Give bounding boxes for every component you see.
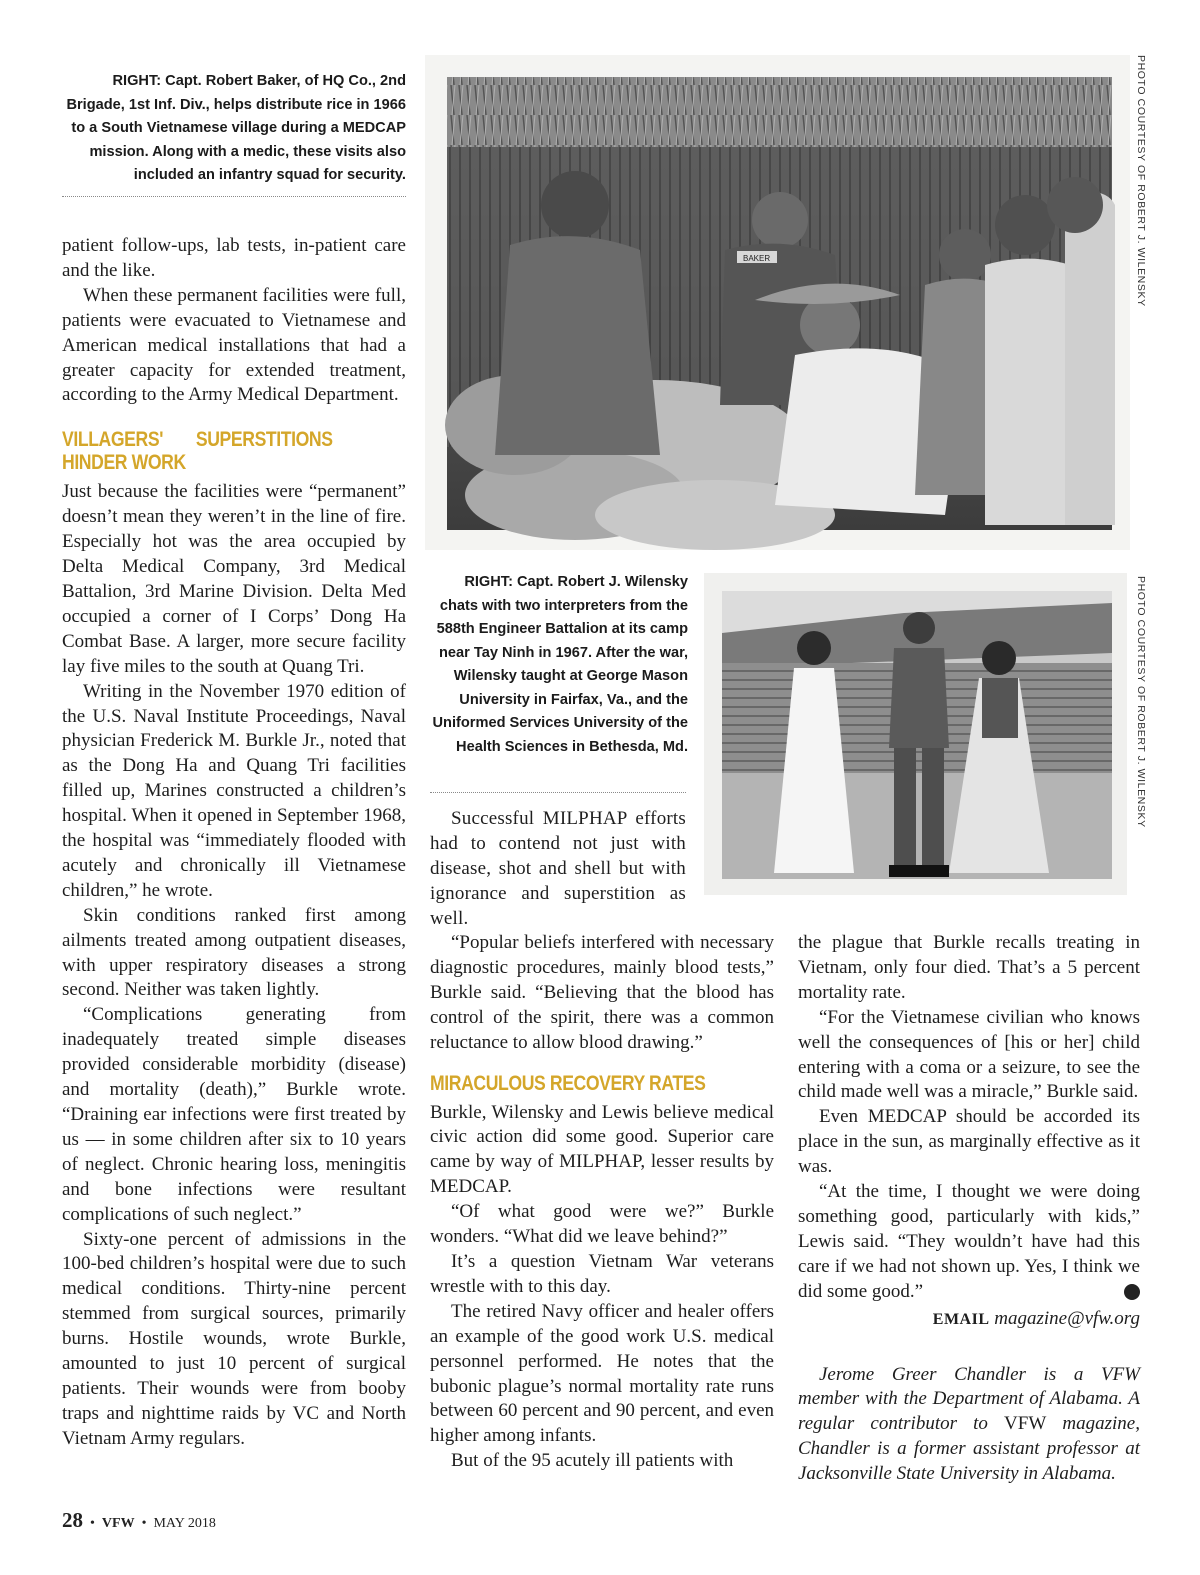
email-link[interactable]: magazine@vfw.org bbox=[994, 1307, 1140, 1329]
paragraph: Just because the facilities were “permanent” doesn’t mean they weren’t in the line of fire. Especially hot was the area occupied by Delta Medical Company, 3rd Medical Battalion, 3rd Marine Division. Delta Med occupied a corner of I Corps’ Dong Ha Combat Base. A larger, more secure facility lay five miles to the south at Quang Tri. bbox=[62, 481, 406, 677]
end-mark-icon: ✪ bbox=[1124, 1284, 1140, 1300]
paragraph: patient follow-ups, lab tests, in-patient care and the like. bbox=[62, 235, 406, 281]
paragraph: Writing in the November 1970 edition of the U.S. Naval Institute Proceedings, Naval physician Frederick M. Burkle Jr., noted that as the Dong Ha and Quang Tri facilities filled up, Marines constructed a children’s hospital. When it opened in September 1968, the hospital was “immediately flooded with acutely and chronically ill Vietnamese children,” he wrote. bbox=[62, 680, 406, 901]
bio-text: magazine, Chandler is a former assistant professor at Jacksonville State University in Alabama. bbox=[798, 1413, 1140, 1485]
paragraph: The retired Navy officer and healer offers an example of the good work U.S. medical personnel performed. He notes that the bubonic plague’s normal mortality rate runs between 60 percent and 90 percent, and even higher among infants. bbox=[430, 1300, 774, 1447]
middle-photo-credit: PHOTO COURTESY OF ROBERT J. WILENSKY bbox=[1135, 576, 1147, 828]
paragraph: “Of what good were we?” Burkle wonders. “What did we leave behind?” bbox=[430, 1201, 774, 1248]
author-bio bbox=[798, 1363, 1140, 1488]
paragraph: “Popular beliefs interfered with necessary diagnostic procedures, mainly blood tests,” Burkle said. “Believing that the blood has control of the spirit, there was a common reluctance to allow blood drawing.” bbox=[430, 932, 774, 1053]
paragraph: Successful MILPHAP efforts had to contend not just with disease, shot and shell but with ignorance and superstition as well. bbox=[430, 808, 686, 929]
paragraph: the plague that Burkle recalls treating in Vietnam, only four died. That’s a 5 percent mortality rate. bbox=[798, 932, 1140, 1003]
top-photo-caption: RIGHT: Capt. Robert Baker, of HQ Co., 2nd Brigade, 1st Inf. Div., helps distribute rice in 1966 to a South Vietnamese village during a MEDCAP mission. Along with a medic, these visits also included an infantry squad for security. bbox=[66, 73, 406, 183]
folio-bullet: • bbox=[90, 1516, 95, 1531]
email-label: EMAIL bbox=[932, 1310, 990, 1328]
article-column-3 bbox=[798, 931, 1155, 1487]
rice-distribution-photo bbox=[425, 55, 1130, 550]
paragraph-text: “At the time, I thought we were doing something good, particularly with kids,” Lewis said. “They wouldn’t have had this care if we had not shown up. Yes, I think we did some good.” bbox=[798, 1181, 1140, 1302]
article-column-2 bbox=[430, 931, 774, 1474]
paragraph: Burkle, Wilensky and Lewis believe medical civic action did some good. Superior care came by way of MILPHAP, lesser results by MEDCAP. bbox=[430, 1101, 774, 1198]
bio-magazine: VFW bbox=[1004, 1413, 1047, 1435]
name-tag: BAKER bbox=[743, 254, 771, 263]
paragraph: When these permanent facilities were full, patients were evacuated to Vietnamese and American medical installations that had a greater capacity for extended treatment, according to the Army Medical Department. bbox=[62, 284, 406, 406]
paragraph: “Complications generating from inadequately treated simple diseases provided considerable morbidity (disease) and mortality (death),” Burkle wrote. “Draining ear infections were first treated by us — in some children after six to 10 years of neglect. Chronic hearing loss, meningitis and bone infections were resultant complications of such neglect.” bbox=[62, 1004, 406, 1225]
magazine-name: VFW bbox=[101, 1516, 135, 1531]
paragraph: But of the 95 acutely ill patients with bbox=[451, 1450, 734, 1472]
folio-bullet: • bbox=[141, 1516, 147, 1531]
paragraph: Skin conditions ranked first among ailments treated among outpatient diseases, with upper respiratory diseases a strong second. Neither was taken lightly. bbox=[62, 904, 406, 1001]
middle-photo-caption: RIGHT: Capt. Robert J. Wilensky chats with two interpreters from the 588th Engineer Battalion at its camp near Tay Ninh in 1967. After the war, Wilensky taught at George Mason University in Fairfax, Va., and the Uniformed Services University of the Health Sciences in Bethesda, Md. bbox=[432, 574, 688, 755]
paragraph: It’s a question Vietnam War veterans wrestle with to this day. bbox=[430, 1250, 774, 1297]
top-photo-credit: PHOTO COURTESY OF ROBERT J. WILENSKY bbox=[1135, 55, 1147, 307]
paragraph: Even MEDCAP should be accorded its place in the sun, as marginally effective as it was. bbox=[798, 1106, 1140, 1178]
section-heading: MIRACULOUS RECOVERY RATES bbox=[430, 1070, 706, 1095]
paragraph: Sixty-one percent of admissions in the 100-bed children’s hospital were due to such medical conditions. Thirty-nine percent stemmed from surgical sources, primarily burns. Hostile wounds, wrote Burkle, amounted to just 10 percent of surgical patients. Their wounds were from booby traps and nighttime raids by VC and North Vietnam Army regulars. bbox=[62, 1228, 406, 1449]
page-number: 28 bbox=[62, 1508, 83, 1532]
interpreters-photo bbox=[704, 573, 1127, 895]
paragraph bbox=[798, 1180, 1155, 1305]
paragraph: “For the Vietnamese civilian who knows well the consequences of [his or her] child entering with a coma or a seizure, to see the child made well was a miracle,” Burkle said. bbox=[798, 1006, 1140, 1103]
issue-date: MAY 2018 bbox=[153, 1516, 216, 1531]
article-column-1 bbox=[62, 234, 406, 1452]
caption-divider bbox=[62, 196, 406, 197]
page-folio bbox=[62, 1508, 216, 1533]
section-heading: VILLAGERS' SUPERSTITIONS HINDER WORK bbox=[62, 427, 333, 475]
email-line bbox=[798, 1307, 1140, 1333]
caption-divider bbox=[430, 792, 686, 793]
bio-text: Jerome Greer Chandler is a VFW member with the Department of Alabama. A regular contributor to bbox=[798, 1363, 1140, 1435]
article-column-2-top bbox=[430, 807, 686, 932]
